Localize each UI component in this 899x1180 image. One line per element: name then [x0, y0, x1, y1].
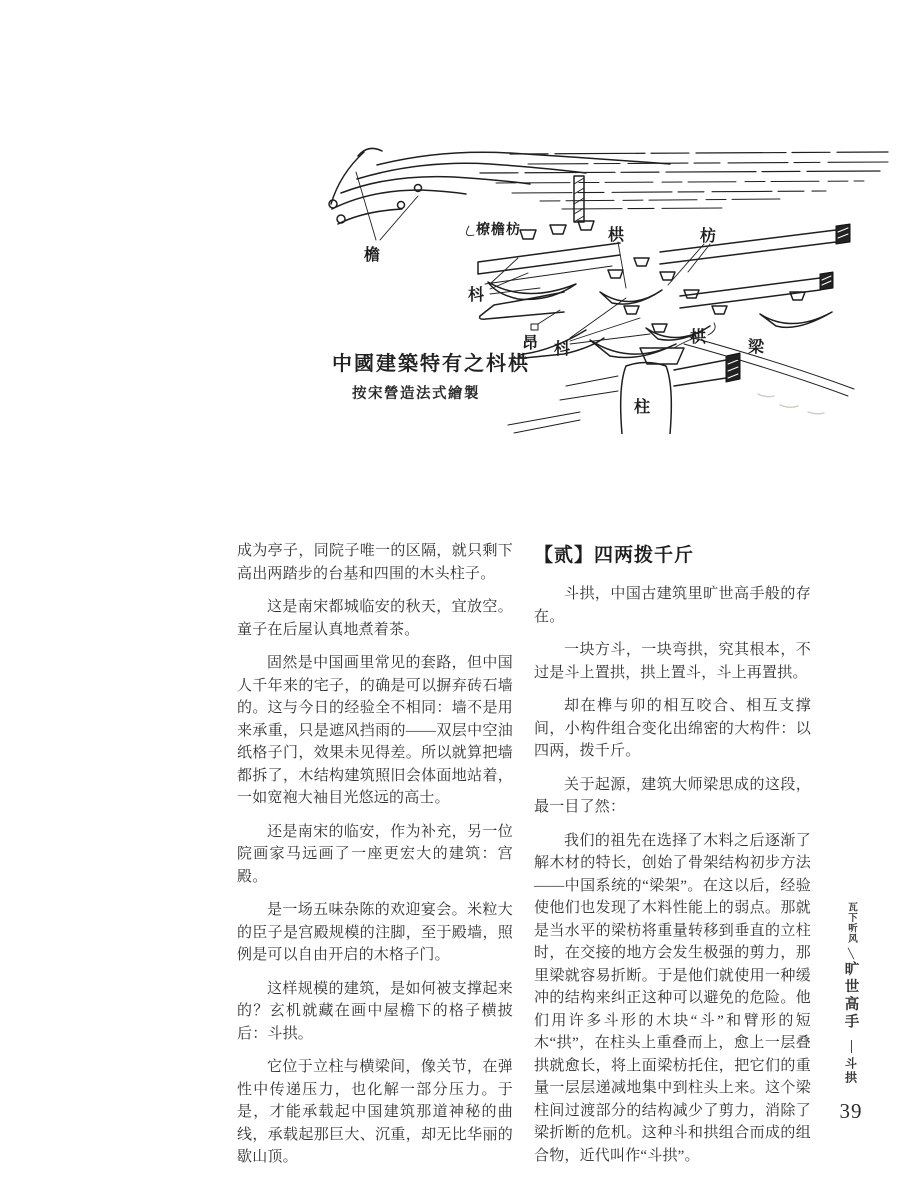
label-ang: 昂 [522, 335, 540, 352]
series-title: 瓦下听风 [846, 902, 856, 944]
text-columns [237, 540, 811, 1180]
label-gong-top: 栱 [608, 227, 626, 244]
label-zhu: 柱 [634, 399, 652, 416]
label-dou-mid: 枓 [554, 341, 572, 358]
paragraph: 这是南宋都城临安的秋天，宜放空。童子在后屋认真地煮着茶。 [237, 599, 513, 638]
label-fang: 枋 [700, 228, 718, 245]
dougong-drawing [328, 142, 893, 434]
figure-caption-subtitle: 按宋營造法式繪製 [352, 386, 480, 402]
label-gong-right: 栱 [690, 329, 708, 346]
separator-slash: ╲ [847, 949, 855, 960]
dash-line [851, 1040, 852, 1053]
chapter-topic: 斗拱 [843, 1057, 858, 1085]
paragraph: 这样规模的建筑，是如何被支撑起来的？玄机就藏在画中屋檐下的格子横披后：斗拱。 [237, 980, 513, 1042]
paragraph: 斗拱，中国古建筑里旷世高手般的存在。 [534, 586, 811, 625]
paragraph: 却在榫与卯的相互咬合、相互支撑间，小构件组合变化出绵密的大构件：以四两，拨千斤。 [534, 698, 811, 759]
label-eave: 檐 [364, 247, 382, 264]
dougong-figure [328, 142, 893, 434]
label-liang: 梁 [748, 339, 766, 356]
running-title-sidebar [834, 902, 868, 1124]
label-dou-left: 枓 [468, 287, 486, 304]
paragraph: 固然是中国画里常见的套路，但中国人千年来的宅子，的确是可以摒弃砖石墙的。这与今日的经验全不相同：墙不是用来承重，只是遮风挡雨的——双层中空油纸格子门，效果未见得差。所以就算把墙都拆了，木结构建筑照旧会体面地站着，一如宽袍大袖目光悠远的高士。 [237, 655, 513, 806]
figure-caption-title: 中國建築特有之枓栱 [332, 353, 530, 375]
page-number: 39 [839, 1099, 863, 1123]
paragraph: 一块方斗，一块弯拱，究其根本，不过是斗上置拱，拱上置斗，斗上再置拱。 [534, 642, 811, 681]
paragraph: 它位于立柱与横梁间，像关节，在弹性中传递压力，也化解一部分压力。于是，才能承载起中国建筑那道神秘的曲线，承载起那巨大、沉重，却无比华丽的歇山顶。 [237, 1059, 513, 1165]
left-column [237, 540, 513, 1180]
paragraph: 是一场五味杂陈的欢迎宴会。米粒大的臣子是宫殿规模的注脚，至于殿墙，照例是可以自由开启的木格子门。 [237, 902, 513, 963]
section-heading: 【贰】四两拨千斤 [534, 545, 695, 566]
paragraph: 成为亭子，同院子唯一的区隔，就只剩下高出两踏步的台基和四围的木头柱子。 [237, 543, 513, 582]
label-liaoyanfang: 橑檐枋 [476, 223, 521, 238]
chapter-title: 旷世高手 [842, 961, 859, 1031]
paragraph: 关于起源，建筑大师梁思成的这段，最一目了然： [534, 776, 811, 815]
right-column [534, 540, 811, 1180]
paragraph: 我们的祖先在选择了木料之后逐渐了解木材的特长，创始了骨架结构初步方法——中国系统的“梁架”。在这以后，经验使他们也发现了木料性能上的弱点。那就是当水平的梁枋将重量转移到垂直的立柱时，在交接的地方会发生极强的剪力，那里梁就容易折断。于是他们就使用一种缓冲的结构来纠正这种可以避免的危险。他们用许多斗形的木块“斗”和臂形的短木“拱”，在柱头上重叠而上，愈上一层叠拱就愈长，将上面梁枋托住，把它们的重量一层层递减地集中到柱头上来。这个梁柱间过渡部分的结构减少了剪力，消除了梁折断的危机。这种斗和拱组合而成的组合物，近代叫作“斗拱”。 [534, 832, 811, 1164]
paragraph: 还是南宋的临安，作为补充，另一位院画家马远画了一座更宏大的建筑：宫殿。 [237, 823, 513, 885]
